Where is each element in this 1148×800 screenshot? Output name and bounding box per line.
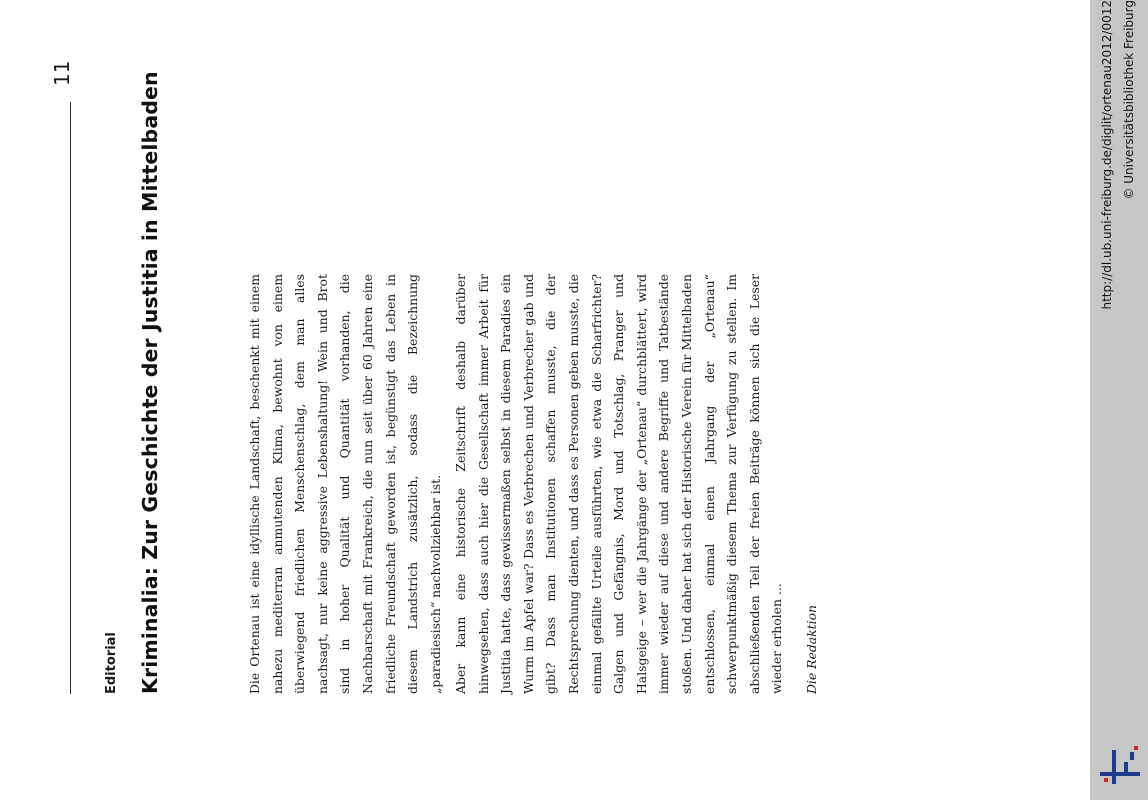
ub-freiburg-logo-icon: [1098, 742, 1142, 786]
page-number: 11: [50, 60, 74, 86]
header-rule: [70, 102, 71, 694]
copyright-notice: © Universitätsbibliothek Freiburg: [1122, 0, 1136, 200]
source-url-link[interactable]: http://dl.ub.uni-freiburg.de/diglit/ortenau2012/0012: [1100, 0, 1114, 310]
article-title: Kriminalia: Zur Geschichte der Justitia in Mittelbaden: [138, 71, 162, 694]
section-label: Editorial: [104, 632, 119, 694]
body-paragraph-1: Die Ortenau ist eine idyllische Landschaft, beschenkt mit einem nahezu mediterran anmutenden Klima, bewohnt von einem überwiegend friedlichen Menschenschlag, dem man alles nachsagt, nur keine aggressive Lebenshaltung! Wein und Brot sind in hoher Qualität und Quantität vorhanden, die Nachbarschaft mit Frankreich, die nun seit über 60 Jahren eine friedliche Freundschaft geworden ist, begünstigt das Leben in diesem Landstrich zusätzlich, sodass die Bezeichnung „paradiesisch“ nachvollziehbar ist.: [247, 274, 443, 694]
body-paragraph-2: Aber kann eine historische Zeitschrift deshalb darüber hinwegsehen, dass auch hier die Gesellschaft immer Arbeit für Justitia hatte, dass gewissermaßen selbst in diesem Paradies ein Wurm im Apfel war? Dass es Verbrechen und Verbrecher gab und gibt? Dass man Institutionen schaffen musste, die der Rechtsprechung dienten, und dass es Personen geben musste, die einmal gefällte Urteile ausführten, wie etwa die Scharfrichter? Galgen und Gefängnis, Mord und Totschlag, Pranger und Halsgeige – wer die Jahrgänge der „Ortenau“ durchblättert, wird immer wieder auf diese und andere Begriffe und Tatbestände stoßen. Und daher hat sich der Historische Verein für Mittelbaden entschlossen, einmal einen Jahrgang der „Ortenau“ schwerpunktmäßig diesem Thema zur Verfügung zu stellen. Im abschließenden Teil der freien Beiträge können sich die Leser wieder erholen ...: [453, 274, 785, 694]
digitization-sidebar: [1090, 0, 1148, 800]
sidebar-rotated-text: [1090, 0, 1148, 740]
editorial-signature: Die Redaktion: [804, 604, 819, 694]
